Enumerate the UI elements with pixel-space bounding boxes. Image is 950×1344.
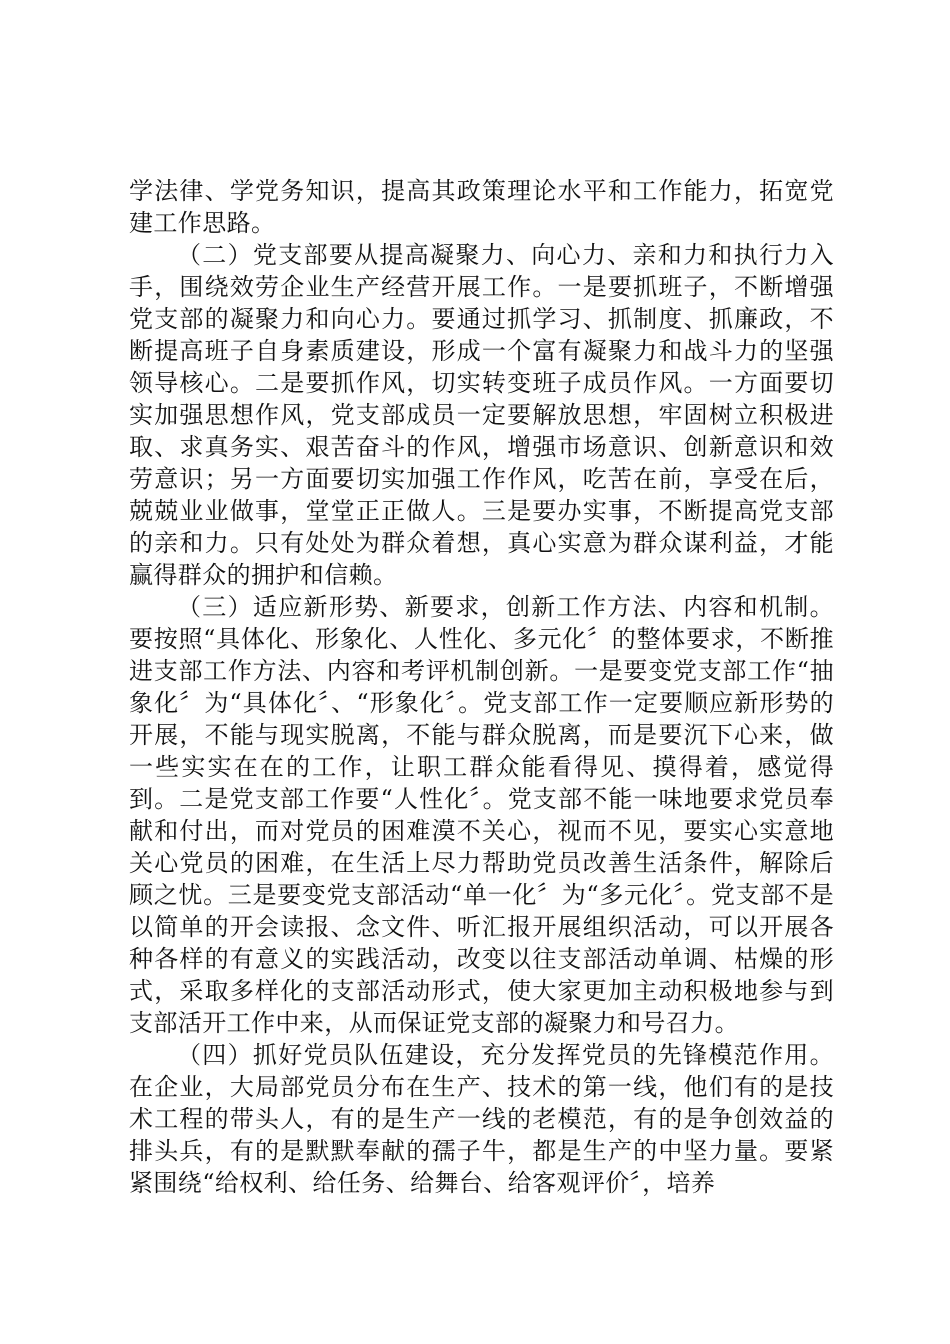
paragraph-section-2: （二）党支部要从提高凝聚力、向心力、亲和力和执行力入手，围绕效劳企业生产经营开展工作。一是要抓班子，不断增强党支部的凝聚力和向心力。要通过抓学习、抓制度、抓廉政，不断提高班子自身素质建设，形成一个富有凝聚力和战斗力的坚强领导核心。二是要抓作风，切实转变班子成员作风。一方面要切实加强思想作风，党支部成员一定要解放思想，牢固树立积极进取、求真务实、艰苦奋斗的作风，增强市场意识、创新意识和效劳意识；另一方面要切实加强工作作风，吃苦在前，享受在后，兢兢业业做事，堂堂正正做人。三是要办实事，不断提高党支部的亲和力。只有处处为群众着想，真心实意为群众谋利益，才能赢得群众的拥护和信赖。 xyxy=(129,241,834,589)
paragraph-continuation: 学法律、学党务知识，提高其政策理论水平和工作能力，拓宽党建工作思路。 xyxy=(129,177,834,237)
paragraph-section-3: （三）适应新形势、新要求，创新工作方法、内容和机制。要按照“具体化、形象化、人性化、多元化〞的整体要求，不断推进支部工作方法、内容和考评机制创新。一是要变党支部工作“抽象化〞为“具体化〞、“形象化〞。党支部工作一定要顺应新形势的开展，不能与现实脱离，不能与群众脱离，而是要沉下心来，做一些实实在在的工作，让职工群众能看得见、摸得着，感觉得到。二是党支部工作要“人性化〞。党支部不能一味地要求党员奉献和付出，而对党员的困难漠不关心，视而不见，要实心实意地关心党员的困难，在生活上尽力帮助党员改善生活条件，解除后顾之忧。三是要变党支部活动“单一化〞为“多元化〞。党支部不是以简单的开会读报、念文件、听汇报开展组织活动，可以开展各种各样的有意义的实践活动，改变以往支部活动单调、枯燥的形式，采取多样化的支部活动形式，使大家更加主动积极地参与到支部活开工作中来，从而保证党支部的凝聚力和号召力。 xyxy=(129,593,834,1037)
document-body xyxy=(129,175,834,1199)
paragraph-section-4: （四）抓好党员队伍建设，充分发挥党员的先锋模范作用。在企业，大局部党员分布在生产、技术的第一线，他们有的是技术工程的带头人，有的是生产一线的老模范，有的是争创效益的排头兵，有的是默默奉献的孺子牛，都是生产的中坚力量。要紧紧围绕“给权利、给任务、给舞台、给客观评价〞，培养 xyxy=(129,1041,834,1197)
